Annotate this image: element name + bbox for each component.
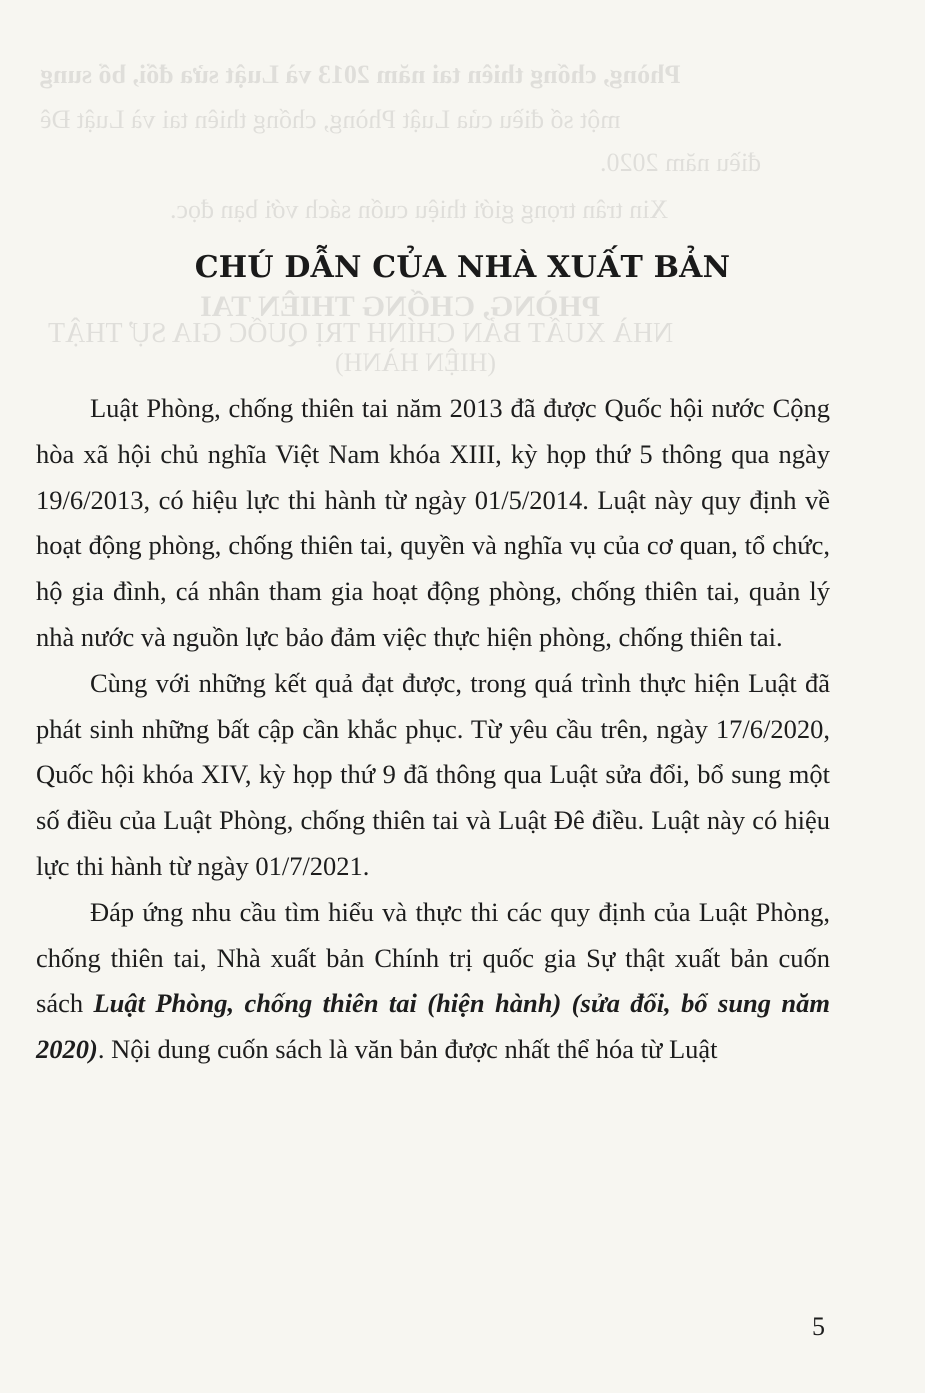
paragraph-3-intro: Đáp ứng nhu cầu tìm hiểu và thực thi các quy định của Luật Phòng, chống thiên tai, Nhà xuất bản Chính trị quốc gia Sự thật xuất bản cuốn sách <box>36 896 830 1019</box>
page-number: 5 <box>812 1312 825 1341</box>
paragraph-1: Luật Phòng, chống thiên tai năm 2013 đã được Quốc hội nước Cộng hòa xã hội chủ nghĩa Việt Nam khóa XIII, kỳ họp thứ 5 thông qua ngày 19/6/2013, có hiệu lực thi hành từ ngày 01/5/2014. Luật này quy định về hoạt động phòng, chống thiên tai, quyền và nghĩa vụ của cơ quan, tổ chức, hộ gia đình, cá nhân tham gia hoạt động phòng, chống thiên tai, quản lý nhà nước và nguồn lực bảo đảm việc thực hiện phòng, chống thiên tai. <box>36 393 830 652</box>
paragraph-3-continuation: . Nội dung cuốn sách là văn bản được nhất thể hóa từ Luật <box>97 1034 718 1065</box>
book-title-emphasis: Luật Phòng, chống thiên tai (hiện hành) (sửa đổi, bổ sung năm 2020) <box>36 988 830 1065</box>
paragraph-2: Cùng với những kết quả đạt được, trong quá trình thực hiện Luật đã phát sinh những bất cập cần khắc phục. Từ yêu cầu trên, ngày 17/6/2020, Quốc hội khóa XIV, kỳ họp thứ 9 đã thông qua Luật sửa đổi, bổ sung một số điều của Luật Phòng, chống thiên tai và Luật Đê điều. Luật này có hiệu lực thi hành từ ngày 01/7/2021. <box>36 667 830 881</box>
body-text <box>36 386 830 1073</box>
book-page: Phòng, chống thiên tai năm 2013 và Luật sửa đổi, bổ sung một số điều của Luật Phòng, chống thiên tai và Luật Đê điều năm 2020. Xin trân trọng giới thiệu cuốn sách với bạn đọc. PHÒNG, CHỐNG THIÊN TAI NHÀ XUẤT BẢN CHÍNH TRỊ QUỐC GIA SỰ THẬT (HIỆN HÀNH) CHÚ DẪN CỦA NHÀ XUẤT BẢN Luật Phòng, chống thiên tai năm 2013 đã được Quốc hội nước Cộng hòa xã hội chủ nghĩa Việt Nam khóa XIII, kỳ họp thứ 5 thông qua ngày 19/6/2013, có hiệu lực thi hành từ ngày 01/5/2014. Luật này quy định về hoạt động phòng, chống thiên tai, quyền và nghĩa vụ của cơ quan, tổ chức, hộ gia đình, cá nhân tham gia hoạt động phòng, chống thiên tai, quản lý nhà nước và nguồn lực bảo đảm việc thực hiện phòng, chống thiên tai. Cùng với những kết quả đạt được, trong quá trình thực hiện Luật đã phát sinh những bất cập cần khắc phục. Từ yêu cầu trên, ngày 17/6/2020, Quốc hội khóa XIV, kỳ họp thứ 9 đã thông qua Luật sửa đổi, bổ sung một số điều của Luật Phòng, chống thiên tai và Luật Đê điều. Luật này có hiệu lực thi hành từ ngày 01/7/2021. Đáp ứng nhu cầu tìm hiểu và thực thi các quy định của Luật Phòng, chống thiên tai, Nhà xuất bản Chính trị quốc gia Sự thật xuất bản cuốn sách Luật Phòng, chống thiên tai (hiện hành) (sửa đổi, bổ sung năm 2020). Nội dung cuốn sách là văn bản được nhất thể hóa từ Luật 5 <box>0 0 925 1393</box>
page-title: CHÚ DẪN CỦA NHÀ XUẤT BẢN <box>194 250 731 285</box>
paragraph-3 <box>36 890 830 1073</box>
